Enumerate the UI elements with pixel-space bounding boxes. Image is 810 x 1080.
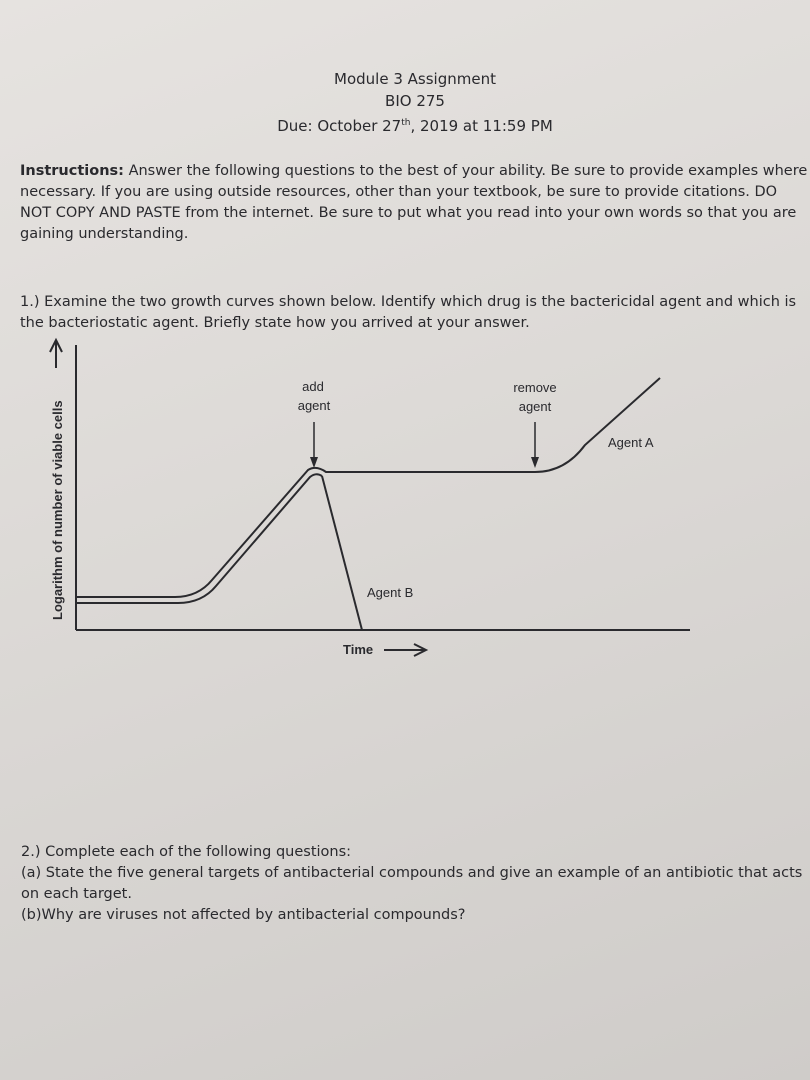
agent-a-curve-outer (76, 378, 660, 597)
agent-a-label: Agent A (608, 435, 654, 450)
question-2b: (b)Why are viruses not affected by antibacterial compounds? (21, 907, 466, 923)
remove-label: remove (513, 380, 557, 395)
add-label: add (302, 379, 324, 394)
growth-curve-chart (0, 330, 810, 670)
agent-a-curve-inner (76, 474, 322, 603)
agent-b-label: Agent B (367, 585, 414, 600)
y-axis-label: Logarithm of number of viable cells (50, 400, 65, 620)
instructions-text: Answer the following questions to the best of your ability. Be sure to provide examples where necessary. If you are using outside resources, other than your textbook, be sure to provide citations. DO NOT COPY AND PASTE from the internet. Be sure to put what you read into your own words so that you are gaining understanding. (20, 163, 808, 242)
instructions (20, 161, 810, 245)
instructions-label: Instructions: (20, 163, 124, 179)
assignment-header (0, 68, 810, 137)
question-2 (21, 842, 810, 926)
question-1: 1.) Examine the two growth curves shown below. Identify which drug is the bactericidal agent and which is the bacteriostatic agent. Briefly state how you arrived at your answer. (20, 294, 797, 331)
agent-b-curve (322, 476, 362, 630)
add-agent-label: agent (297, 398, 331, 413)
question-2-intro: 2.) Complete each of the following questions: (21, 844, 352, 860)
x-axis-label: Time (343, 642, 374, 657)
course-code: BIO 275 (385, 92, 445, 110)
due-date: Due: October 27th, 2019 at 11:59 PM (277, 117, 553, 135)
question-2a: (a) State the five general targets of antibacterial compounds and give an example of an antibiotic that acts on each target. (21, 865, 803, 902)
assignment-title: Module 3 Assignment (334, 70, 496, 88)
remove-agent-label: agent (518, 399, 552, 414)
